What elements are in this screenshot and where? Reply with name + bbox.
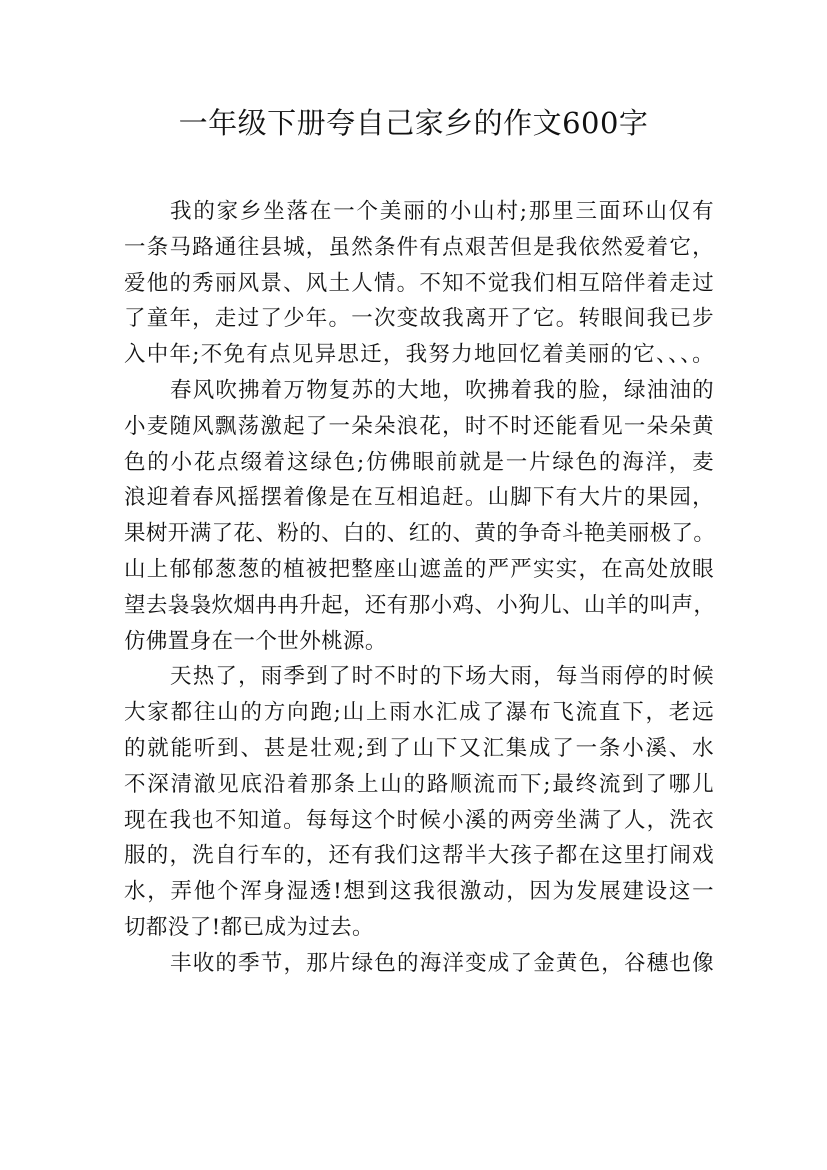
text-line: 仿佛置身在一个世外桃源。 [124, 628, 387, 654]
text-line: 入中年;不免有点见异思迁，我努力地回忆着美丽的它、、、。 [124, 342, 714, 368]
text-line: 服的，洗自行车的，还有我们这帮半大孩子都在这里打闹戏 [124, 843, 714, 869]
document-title: 一年级下册夸自己家乡的作文600字 [178, 106, 649, 140]
text-line: 浪迎着春风摇摆着像是在互相追赶。山脚下有大片的果园， [124, 485, 714, 511]
text-line: 我的家乡坐落在一个美丽的小山村;那里三面环山仅有 [170, 199, 714, 224]
paragraph [124, 946, 714, 982]
text-line: 天热了，雨季到了时不时的下场大雨，每当雨停的时候 [170, 664, 714, 690]
text-line: 丰收的季节，那片绿色的海洋变成了金黄色，谷穗也像 [170, 950, 714, 976]
text-line: 不深清澈见底沿着那条上山的路顺流而下;最终流到了哪儿 [124, 771, 714, 797]
text-line: 了童年，走过了少年。一次变故我离开了它。转眼间我已步 [124, 306, 714, 332]
text-line: 春风吹拂着万物复苏的大地，吹拂着我的脸，绿油油的 [170, 377, 714, 403]
text-line: 水，弄他个浑身湿透!想到这我很激动，因为发展建设这一 [124, 879, 714, 905]
paragraph [124, 194, 714, 373]
text-line: 的就能听到、甚是壮观;到了山下又汇集成了一条小溪、水 [124, 735, 714, 761]
text-line: 果树开满了花、粉的、白的、红的、黄的争奇斗艳美丽极了。 [124, 521, 716, 547]
paragraph [124, 373, 714, 659]
text-line: 望去袅袅炊烟冉冉升起，还有那小鸡、小狗儿、山羊的叫声， [124, 592, 716, 618]
text-line: 大家都往山的方向跑;山上雨水汇成了瀑布飞流直下，老远 [124, 700, 714, 726]
text-line: 小麦随风飘荡激起了一朵朵浪花，时不时还能看见一朵朵黄 [124, 413, 714, 439]
document-body [124, 194, 714, 982]
text-line: 现在我也不知道。每每这个时候小溪的两旁坐满了人，洗衣 [124, 807, 714, 833]
text-line: 爱他的秀丽风景、风土人情。不知不觉我们相互陪伴着走过 [124, 270, 714, 296]
text-line: 一条马路通往县城，虽然条件有点艰苦但是我依然爱着它， [124, 234, 714, 260]
text-line: 山上郁郁葱葱的植被把整座山遮盖的严严实实，在高处放眼 [124, 556, 714, 582]
text-line: 色的小花点缀着这绿色;仿佛眼前就是一片绿色的海洋，麦 [124, 449, 714, 475]
paragraph [124, 659, 714, 945]
text-line: 切都没了!都已成为过去。 [124, 914, 374, 940]
